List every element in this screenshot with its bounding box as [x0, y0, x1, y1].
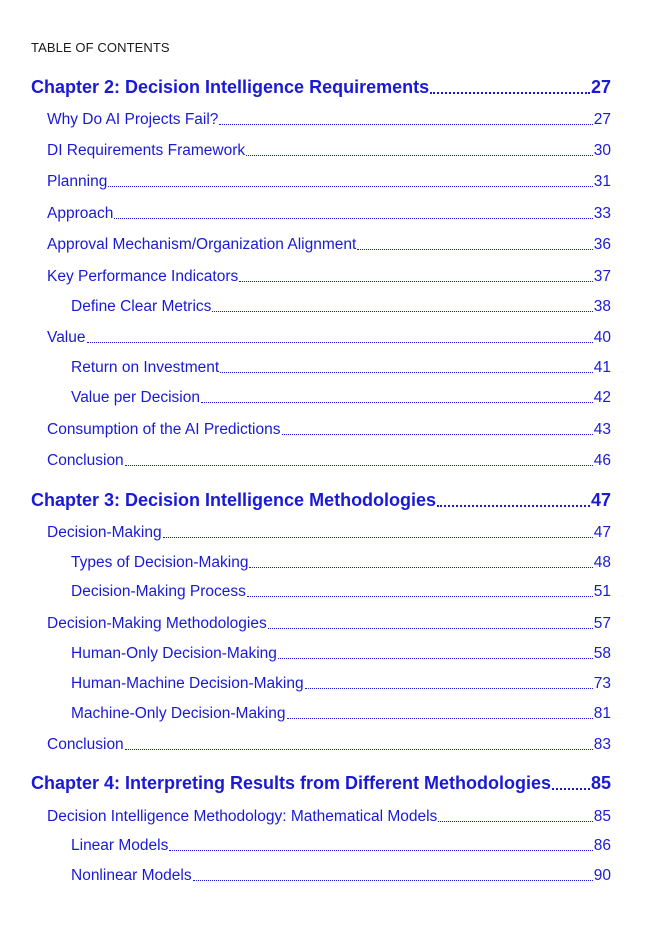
dot-leader [212, 311, 592, 312]
dot-leader [278, 658, 593, 659]
toc-entry[interactable] [47, 268, 611, 286]
toc-entry-title: Human-Only Decision-Making [71, 645, 277, 662]
toc-page-number: 47 [590, 490, 611, 510]
toc-entry-title: DI Requirements Framework [47, 142, 246, 159]
toc-page-number: 57 [593, 615, 611, 632]
dot-leader [246, 155, 593, 156]
toc-page-number: 58 [593, 645, 611, 662]
toc-page-number: 73 [593, 675, 611, 692]
dot-leader [193, 880, 593, 881]
toc-entry-title: Approval Mechanism/Organization Alignment [47, 236, 357, 253]
toc-entry-title: Linear Models [71, 837, 169, 854]
page-header: TABLE OF CONTENTS [31, 40, 170, 55]
toc-entry-title: Key Performance Indicators [47, 268, 239, 285]
toc-page-number: 85 [593, 808, 611, 825]
toc-page-number: 41 [593, 359, 611, 376]
toc-entry-title: Why Do AI Projects Fail? [47, 111, 219, 128]
dot-leader [249, 567, 592, 568]
dot-leader [108, 186, 592, 187]
toc-page-number: 48 [593, 554, 611, 571]
dot-leader [438, 821, 592, 822]
toc-entry-title: Conclusion [47, 452, 124, 469]
toc-entry[interactable] [47, 205, 611, 223]
dot-leader [287, 718, 593, 719]
dot-leader [357, 249, 592, 250]
toc-entry[interactable] [71, 389, 611, 407]
dot-leader [437, 505, 590, 507]
toc-chapter-entry[interactable] [31, 490, 611, 511]
dot-leader [219, 124, 592, 125]
toc-entry[interactable] [47, 173, 611, 191]
dot-leader [125, 465, 593, 466]
dot-leader [239, 281, 592, 282]
toc-entry-title: Approach [47, 205, 114, 222]
toc-entry-title: Decision-Making Methodologies [47, 615, 267, 632]
toc-chapter-entry[interactable] [31, 77, 611, 98]
toc-page-number: 37 [593, 268, 611, 285]
dot-leader [247, 596, 593, 597]
toc-entry-title: Types of Decision-Making [71, 554, 249, 571]
toc-entry-title: Nonlinear Models [71, 867, 192, 884]
toc-entry-title: Conclusion [47, 736, 124, 753]
dot-leader [305, 688, 593, 689]
toc-entry[interactable] [47, 421, 611, 439]
toc-entry-title: Value [47, 329, 86, 346]
toc-entry[interactable] [71, 705, 611, 723]
toc-page-number: 33 [593, 205, 611, 222]
toc-entry[interactable] [47, 452, 611, 470]
toc-page-number: 30 [593, 142, 611, 159]
toc-page-number: 86 [593, 837, 611, 854]
toc-entry-title: Decision Intelligence Methodology: Mathematical Models [47, 808, 438, 825]
toc-entry[interactable] [47, 142, 611, 160]
toc-entry-title: Planning [47, 173, 108, 190]
dot-leader [552, 788, 590, 790]
toc-page-number: 40 [593, 329, 611, 346]
toc-page-number: 90 [593, 867, 611, 884]
toc-page-number: 27 [593, 111, 611, 128]
toc-entry[interactable] [71, 583, 611, 601]
toc-page-number: 85 [590, 773, 611, 793]
toc-entry[interactable] [47, 615, 611, 633]
toc-page-number: 46 [593, 452, 611, 469]
toc-entry[interactable] [71, 645, 611, 663]
toc-chapter-entry[interactable] [31, 773, 611, 794]
toc-page-number: 27 [590, 77, 611, 97]
toc-entry[interactable] [71, 675, 611, 693]
toc-entry-title: Decision-Making Process [71, 583, 246, 600]
toc-entry[interactable] [47, 236, 611, 254]
toc-page-number: 47 [593, 524, 611, 541]
dot-leader [163, 537, 593, 538]
dot-leader [87, 342, 593, 343]
toc-entry-title: Consumption of the AI Predictions [47, 421, 281, 438]
toc-entry-title: Define Clear Metrics [71, 298, 212, 315]
toc-entry[interactable] [71, 837, 611, 855]
toc-entry-title: Chapter 4: Interpreting Results from Different Methodologies [31, 773, 552, 793]
toc-entry[interactable] [71, 298, 611, 316]
dot-leader [169, 850, 592, 851]
toc-page-number: 43 [593, 421, 611, 438]
toc-entry-title: Decision-Making [47, 524, 162, 541]
dot-leader [125, 749, 593, 750]
dot-leader [220, 372, 593, 373]
dot-leader [282, 434, 593, 435]
dot-leader [268, 628, 593, 629]
toc-page-number: 38 [593, 298, 611, 315]
toc-entry-title: Return on Investment [71, 359, 220, 376]
toc-entry[interactable] [47, 111, 611, 129]
dot-leader [430, 92, 590, 94]
toc-entry[interactable] [47, 808, 611, 826]
toc-entry-title: Human-Machine Decision-Making [71, 675, 304, 692]
toc-page-number: 51 [593, 583, 611, 600]
toc-entry[interactable] [71, 867, 611, 885]
toc-page-number: 42 [593, 389, 611, 406]
toc-page-number: 36 [593, 236, 611, 253]
toc-entry[interactable] [47, 524, 611, 542]
toc-page-number: 81 [593, 705, 611, 722]
toc-entry[interactable] [47, 329, 611, 347]
toc-entry[interactable] [71, 359, 611, 377]
toc-entry[interactable] [71, 554, 611, 572]
toc-entry[interactable] [47, 736, 611, 754]
toc-entry-title: Machine-Only Decision-Making [71, 705, 286, 722]
dot-leader [201, 402, 593, 403]
toc-page-number: 31 [593, 173, 611, 190]
dot-leader [114, 218, 592, 219]
toc-page-number: 83 [593, 736, 611, 753]
toc-entry-title: Chapter 3: Decision Intelligence Methodologies [31, 490, 437, 510]
toc-entry-title: Value per Decision [71, 389, 200, 406]
toc-entry-title: Chapter 2: Decision Intelligence Requirements [31, 77, 430, 97]
